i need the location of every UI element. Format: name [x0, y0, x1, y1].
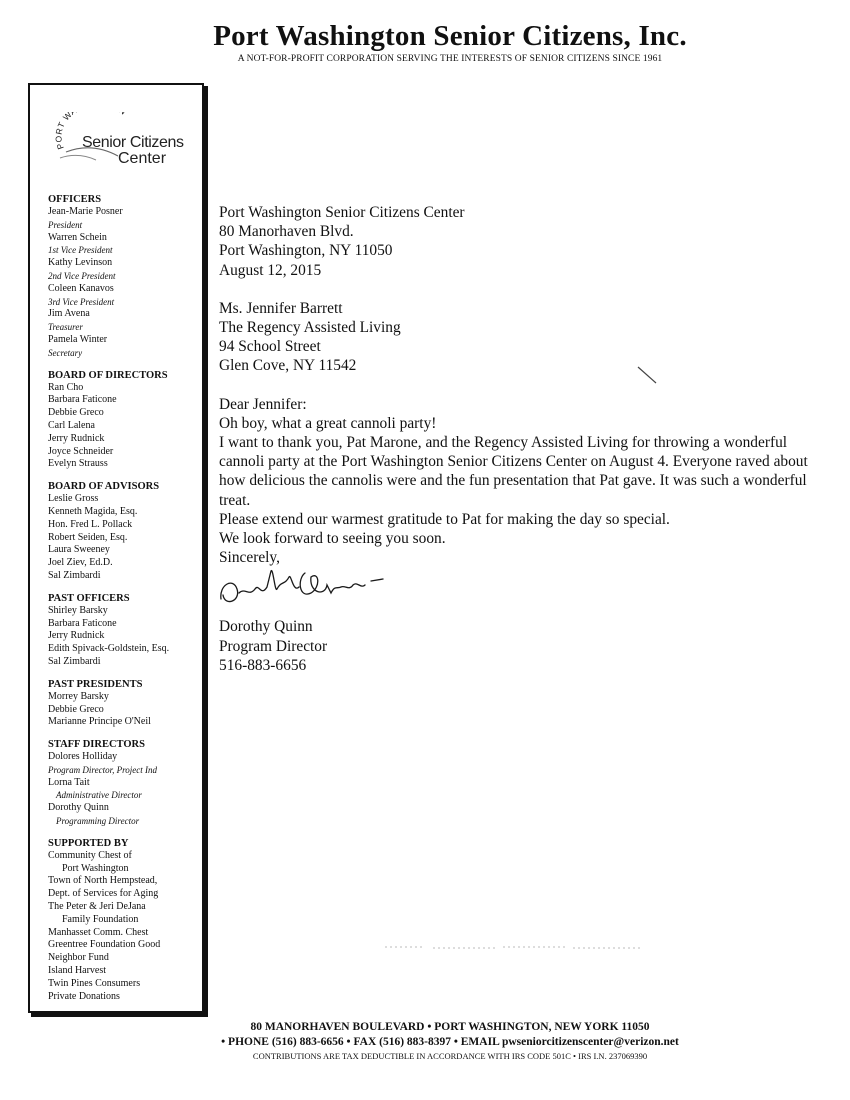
sidebar-directory: [48, 193, 206, 1012]
advisor-name: Laura Sweeney: [48, 544, 110, 556]
scan-mark-icon: [636, 364, 660, 386]
past-president-name: Debbie Greco: [48, 703, 104, 715]
sender-address: [219, 203, 809, 280]
director-name: Jerry Rudnick: [48, 432, 105, 444]
officer-name: Warren Schein: [48, 231, 107, 243]
signer-phone: 516-883-6656: [219, 656, 307, 674]
officer-name: Jean-Marie Posner: [48, 206, 123, 217]
section-heading: SUPPORTED BY: [48, 837, 129, 849]
letterhead-subtitle: A NOT-FOR-PROFIT CORPORATION SERVING THE INTERESTS OF SENIOR CITIZENS SINCE 1961: [237, 54, 663, 64]
officer-role: President: [48, 219, 83, 230]
supporter-name: Private Donations: [48, 990, 120, 1002]
board-of-advisors-section: [48, 480, 206, 583]
advisor-name: Kenneth Magida, Esq.: [48, 505, 138, 517]
past-presidents-section: [48, 678, 206, 729]
past-president-name: Morrey Barsky: [48, 690, 109, 702]
director-name: Debbie Greco: [48, 407, 104, 419]
advisor-name: Sal Zimbardi: [48, 569, 101, 581]
sender-line: 80 Manorhaven Blvd.: [219, 223, 354, 241]
staff-role: Program Director, Project Ind: [48, 764, 157, 775]
recipient-line: Ms. Jennifer Barrett: [219, 299, 343, 317]
staff-role: Programming Director: [56, 816, 140, 827]
director-name: Barbara Faticone: [48, 394, 117, 406]
section-heading: PAST PRESIDENTS: [48, 678, 143, 690]
officer-role: Treasurer: [48, 322, 83, 333]
officer-name: Jim Avena: [48, 308, 90, 320]
scan-noise-icon: [385, 941, 645, 953]
salutation: Dear Jennifer:: [219, 395, 307, 413]
logo-line2: Center: [118, 150, 167, 167]
staff-directors-section: [48, 738, 206, 828]
supporter-name: Community Chest of: [48, 849, 132, 861]
section-heading: PAST OFFICERS: [48, 592, 130, 604]
past-officers-section: [48, 592, 206, 669]
recipient-line: The Regency Assisted Living: [219, 319, 401, 337]
officer-role: 2nd Vice President: [48, 270, 116, 281]
paragraph: Please extend our warmest gratitude to Pat for making the day so special.: [219, 510, 670, 528]
officer-name: Kathy Levinson: [48, 257, 113, 269]
director-name: Evelyn Strauss: [48, 458, 108, 470]
sidebar-shadow-bottom: [31, 1013, 208, 1017]
officers-section: [48, 193, 206, 360]
signature: [219, 567, 809, 617]
footer-contact: • PHONE (516) 883-6656 • FAX (516) 883-8397 • EMAIL pwseniorcitizenscenter@verizon.net: [221, 1036, 679, 1048]
signer-name: Dorothy Quinn: [219, 618, 313, 636]
supporter-name: Neighbor Fund: [48, 952, 109, 964]
past-officer-name: Jerry Rudnick: [48, 630, 105, 642]
paragraph: I want to thank you, Pat Marone, and the Regency Assisted Living for throwing a wonderful cannoli party at the Port Washington Senior Citizens Center on August 4. Everyone raved about how delicious the cannolis were and the fun presentation that Pat gave. It was such a wonderful treat.: [219, 434, 808, 509]
paragraph: We look forward to seeing you soon.: [219, 530, 446, 548]
signature-icon: [215, 563, 405, 615]
staff-name: Lorna Tait: [48, 776, 90, 788]
section-heading: BOARD OF DIRECTORS: [48, 369, 168, 381]
advisor-name: Robert Seiden, Esq.: [48, 531, 128, 543]
supporter-name: Island Harvest: [48, 965, 107, 977]
recipient-line: 94 School Street: [219, 338, 321, 356]
section-heading: OFFICERS: [48, 194, 102, 205]
letter-body: [219, 203, 809, 675]
logo-line1: Senior Citizens: [82, 134, 184, 151]
supporter-name: The Peter & Jeri DeJana: [48, 901, 146, 913]
past-officer-name: Edith Spivack-Goldstein, Esq.: [48, 643, 170, 655]
supporter-name: Town of North Hempstead,: [48, 875, 158, 887]
supporter-name: Twin Pines Consumers: [48, 977, 141, 989]
section-heading: STAFF DIRECTORS: [48, 739, 145, 751]
officer-name: Coleen Kanavos: [48, 282, 114, 294]
director-name: Carl Lalena: [48, 419, 95, 431]
director-name: Joyce Schneider: [48, 445, 114, 457]
officer-role: Secretary: [48, 347, 83, 358]
recipient-address: [219, 299, 809, 376]
past-officer-name: Shirley Barsky: [48, 604, 108, 616]
supporter-name: Greentree Foundation Good: [48, 939, 161, 951]
officer-name: Pamela Winter: [48, 333, 108, 345]
staff-name: Dolores Holliday: [48, 751, 118, 763]
footer-address: 80 MANORHAVEN BOULEVARD • PORT WASHINGTON, NEW YORK 11050: [250, 1021, 650, 1033]
closing: Sincerely,: [219, 549, 280, 567]
advisor-name: Hon. Fred L. Pollack: [48, 518, 133, 530]
director-name: Ran Cho: [48, 381, 84, 393]
officer-role: 3rd Vice President: [48, 296, 115, 307]
section-heading: BOARD OF ADVISORS: [48, 481, 160, 493]
letterhead-title: Port Washington Senior Citizens, Inc.: [213, 20, 687, 52]
past-president-name: Marianne Principe O'Neil: [48, 716, 151, 728]
past-officer-name: Barbara Faticone: [48, 617, 117, 629]
sender-line: Port Washington, NY 11050: [219, 242, 393, 260]
staff-name: Dorothy Quinn: [48, 802, 109, 814]
advisor-name: Joel Ziev, Ed.D.: [48, 557, 113, 569]
logo-arc-text: PORT W: [53, 112, 74, 151]
past-officer-name: Sal Zimbardi: [48, 655, 101, 667]
footer-tax-note: CONTRIBUTIONS ARE TAX DEDUCTIBLE IN ACCORDANCE WITH IRS CODE 501C • IRS I.N. 237069390: [252, 1051, 648, 1061]
signer-title: Program Director: [219, 637, 328, 655]
supporter-name: Dept. of Services for Aging: [48, 888, 159, 900]
board-of-directors-section: [48, 369, 206, 472]
advisor-name: Leslie Gross: [48, 493, 99, 505]
letter-date: August 12, 2015: [219, 261, 322, 279]
center-logo: [52, 112, 192, 172]
recipient-line: Glen Cove, NY 11542: [219, 357, 357, 375]
paragraph: Oh boy, what a great cannoli party!: [219, 414, 437, 432]
supported-by-section: [48, 837, 206, 1004]
supporter-name: Manhasset Comm. Chest: [48, 926, 149, 938]
sender-line: Port Washington Senior Citizens Center: [219, 204, 465, 221]
supporter-name: Port Washington: [62, 862, 129, 874]
officer-role: 1st Vice President: [48, 245, 113, 256]
supporter-name: Family Foundation: [62, 913, 139, 925]
staff-role: Administrative Director: [56, 790, 142, 801]
